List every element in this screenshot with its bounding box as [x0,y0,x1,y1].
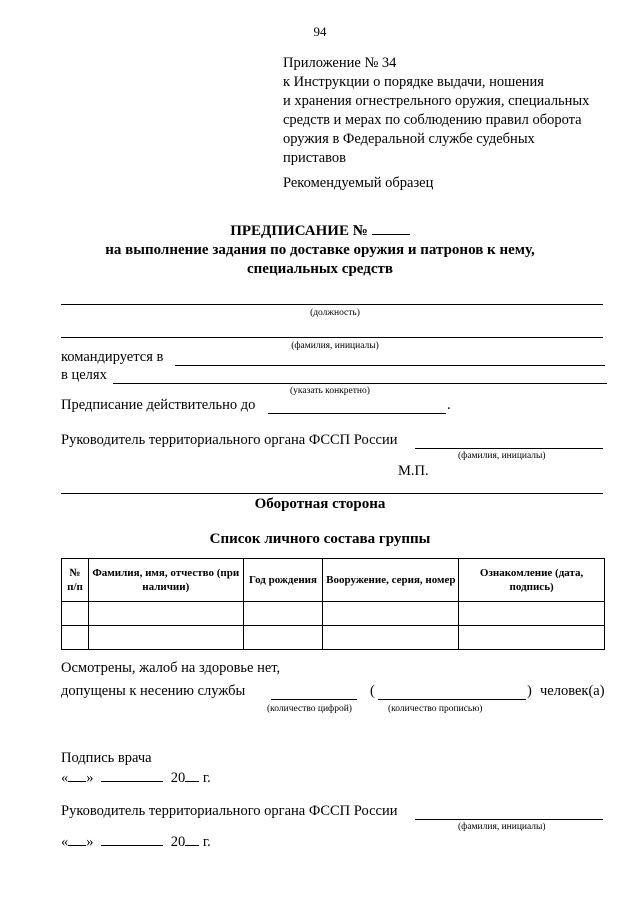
count-words-field-line[interactable] [378,699,526,700]
column-header-birth-year: Год рождения [243,559,323,602]
table-header-row [62,559,605,602]
day-blank[interactable] [68,833,86,846]
head-date-line [61,833,211,851]
date-open-quote: « [61,834,69,850]
purpose-label: в целях [61,367,107,383]
specify-caption: (указать конкретно) [290,386,370,396]
group-list-heading: Список личного состава группы [209,531,431,547]
table-cell[interactable] [323,626,459,650]
table-row [62,602,605,626]
table-cell[interactable] [88,626,243,650]
document-subtitle-line2: специальных средств [246,261,393,277]
valid-until-field-line[interactable] [268,413,446,414]
examined-text: Осмотрены, жалоб на здоровье нет, [61,660,281,676]
month-blank[interactable] [101,833,163,846]
position-field-line[interactable] [61,304,603,305]
head-label: Руководитель территориального органа ФССП России [61,432,398,448]
table-cell[interactable] [62,626,89,650]
open-paren: ( [370,683,375,699]
close-paren: ) [527,683,532,699]
valid-until-dot: . [447,397,451,413]
page-number: 94 [313,24,327,39]
name-field-line[interactable] [61,337,603,338]
column-header-acknowledgement: Ознакомление (дата, подпись) [459,559,605,602]
head-name-field-line[interactable] [415,448,603,449]
date-open-quote: « [61,770,69,786]
year-blank[interactable] [185,769,199,782]
admitted-label: допущены к несению службы [61,683,246,699]
head-caption: (фамилия, инициалы) [458,451,546,461]
table-cell[interactable] [323,602,459,626]
table-cell[interactable] [243,626,323,650]
appendix-line: Приложение № 34 [283,55,397,71]
appendix-line: и хранения огнестрельного оружия, специальных [283,93,590,109]
sent-to-field-line[interactable] [175,365,605,366]
month-blank[interactable] [101,769,163,782]
reverse-side-heading: Оборотная сторона [254,496,386,512]
year-blank[interactable] [185,833,199,846]
table-cell[interactable] [459,626,605,650]
sent-to-label: командируется в [61,349,164,365]
year-suffix: г. [202,834,211,850]
appendix-block [283,54,613,168]
head-label-back: Руководитель территориального органа ФССП России [61,803,398,819]
column-header-full-name: Фамилия, имя, отчество (при наличии) [88,559,243,602]
document-number-blank[interactable] [372,222,410,235]
seal-label: М.П. [398,463,429,479]
persons-label: человек(а) [540,683,605,699]
count-digits-field-line[interactable] [271,699,357,700]
year-prefix: 20 [170,834,186,850]
appendix-line: средств и мерах по соблюдению правил оборота [283,112,582,128]
count-digits-caption: (количество цифрой) [267,704,352,714]
head-name-field-line-back[interactable] [415,819,603,820]
column-header-number: № п/п [62,559,89,602]
year-prefix: 20 [170,770,186,786]
year-suffix: г. [202,770,211,786]
recommended-sample-label: Рекомендуемый образец [283,175,434,191]
count-words-caption: (количество прописью) [388,704,483,714]
table-row [62,626,605,650]
table-cell[interactable] [62,602,89,626]
date-close-quote: » [86,770,94,786]
appendix-line: к Инструкции о порядке выдачи, ношения [283,74,544,90]
document-subtitle-line1: на выполнение задания по доставке оружия и патронов к нему, [105,242,535,258]
valid-until-label: Предписание действительно до [61,397,256,413]
name-caption: (фамилия, инициалы) [291,341,379,351]
group-members-table [61,558,605,650]
appendix-line: оружия в Федеральной службе судебных [283,131,535,147]
table-cell[interactable] [88,602,243,626]
table-cell[interactable] [243,602,323,626]
table-cell[interactable] [459,602,605,626]
appendix-line: приставов [283,150,346,166]
document-title [0,222,640,240]
doctor-signature-label: Подпись врача [61,750,152,766]
purpose-field-line[interactable] [113,383,607,384]
head-caption-back: (фамилия, инициалы) [458,822,546,832]
date-close-quote: » [86,834,94,850]
column-header-weapons: Вооружение, серия, номер [323,559,459,602]
position-caption: (должность) [310,308,360,318]
document-title-text: ПРЕДПИСАНИЕ № [230,223,368,239]
reverse-side-divider [61,493,603,494]
day-blank[interactable] [68,769,86,782]
doctor-date-line [61,769,211,787]
